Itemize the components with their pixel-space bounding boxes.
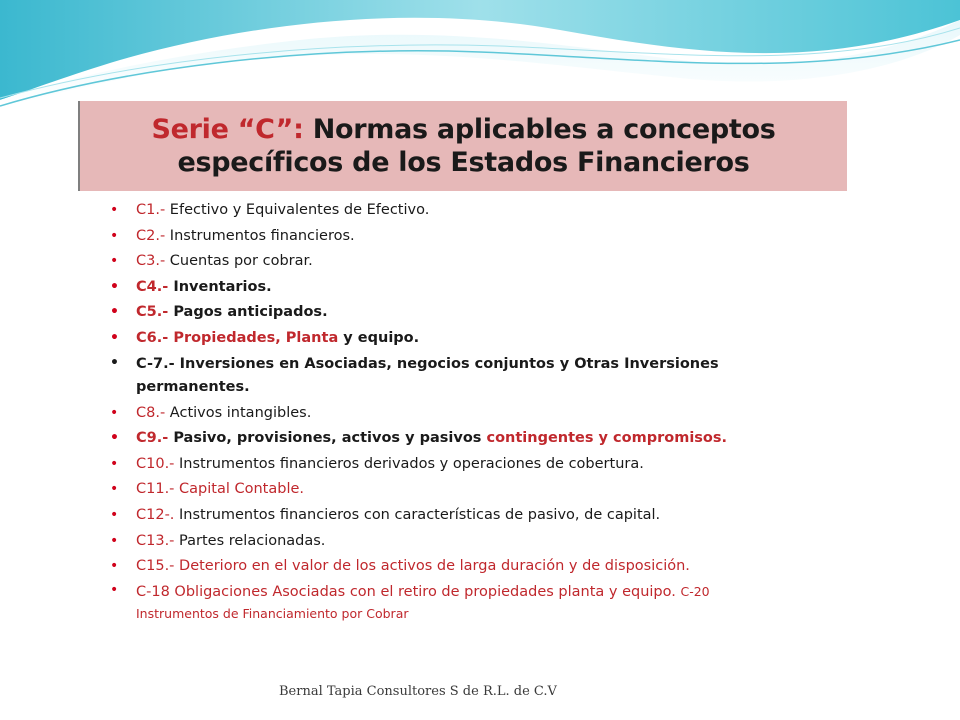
list-item-c10 [78,452,847,478]
item-code: C13.- [136,532,175,549]
item-text: y equipo. [338,329,420,346]
title-box [78,101,847,191]
item-text: Inversiones en Asociadas, negocios conjuntos y Otras Inversiones permanentes. [136,355,719,395]
item-code: C5.- [136,304,169,321]
item-text: Obligaciones Asociadas con el retiro de propiedades planta y equipo. [169,583,681,600]
item-code: C2.- [136,227,166,244]
decorative-waves [0,0,960,110]
bullet-icon: • [110,253,119,270]
item-code: C4.- [136,278,169,295]
title-line-1 [80,113,847,146]
bullet-icon: • [110,202,119,218]
item-text: Pasivo, provisiones, activos y pasivos [168,430,487,447]
item-text: Cuentas por cobrar. [165,253,313,270]
item-code: C15.- [136,558,175,575]
bullet-icon: • [110,506,119,523]
list-item-c8 [78,401,847,427]
list-item-c15 [78,554,847,580]
title-line-1-text: Normas aplicables a conceptos [303,114,776,145]
list-item-c2 [78,224,847,250]
item-text: Instrumentos financieros. [165,227,355,244]
list-item-c7 [78,352,847,401]
list-item-c12 [78,503,847,529]
item-text-red: contingentes y compromisos. [486,430,728,447]
footer-company: Bernal Tapia Consultores S de R.L. de C.V [279,684,557,699]
item-text: Partes relacionadas. [174,532,326,549]
bullet-icon: • [110,354,119,371]
bullet-icon: • [110,581,119,598]
content-image [78,101,847,636]
list-item-c3 [78,249,847,275]
item-code: C12-. [136,506,175,523]
bullet-icon: • [110,227,119,244]
title-line-2: específicos de los Estados Financieros [177,147,750,178]
item-code: C6.- [136,329,169,346]
list-item-c18 [78,580,847,627]
item-text-red: Propiedades, Planta [168,329,339,346]
bullet-icon: • [110,304,119,321]
item-code: C11.- [136,481,175,498]
item-code: C1.- [136,202,166,218]
item-code: C3.- [136,253,166,270]
bullet-icon: • [110,481,119,498]
bullet-icon: • [110,430,119,447]
list-item-c6 [78,326,847,352]
bullet-icon: • [110,532,119,549]
item-code: C10.- [136,455,175,472]
item-text-small: C-20 Instrumentos de Financiamiento por Cobrar [136,583,710,621]
item-code: C-7.- [136,355,175,372]
bullet-icon: • [110,558,119,575]
item-text: Activos intangibles. [165,404,312,421]
item-text: Instrumentos financieros derivados y operaciones de cobertura. [174,455,644,472]
bullet-icon: • [110,329,119,346]
item-text: Efectivo y Equivalentes de Efectivo. [165,202,430,218]
item-text: Pagos anticipados. [168,304,328,321]
list-item-c13 [78,529,847,555]
item-text: Instrumentos financieros con características de pasivo, de capital. [174,506,661,523]
item-text: Capital Contable. [174,481,305,498]
list-item-c11 [78,477,847,503]
item-text: Inventarios. [168,278,272,295]
list-item-c1 [78,198,847,224]
list-item-c9 [78,426,847,452]
list-item-c4 [78,275,847,301]
item-text: Deterioro en el valor de los activos de larga duración y de disposición. [174,558,690,575]
item-code: C9.- [136,430,169,447]
title-series-label: Serie “C”: [151,114,304,145]
list-item-c5 [78,300,847,326]
item-code: C-18 [136,583,170,600]
bullet-icon: • [110,404,119,421]
bullet-icon: • [110,278,119,295]
bullet-icon: • [110,455,119,472]
item-code: C8.- [136,404,166,421]
norms-list [78,198,847,627]
